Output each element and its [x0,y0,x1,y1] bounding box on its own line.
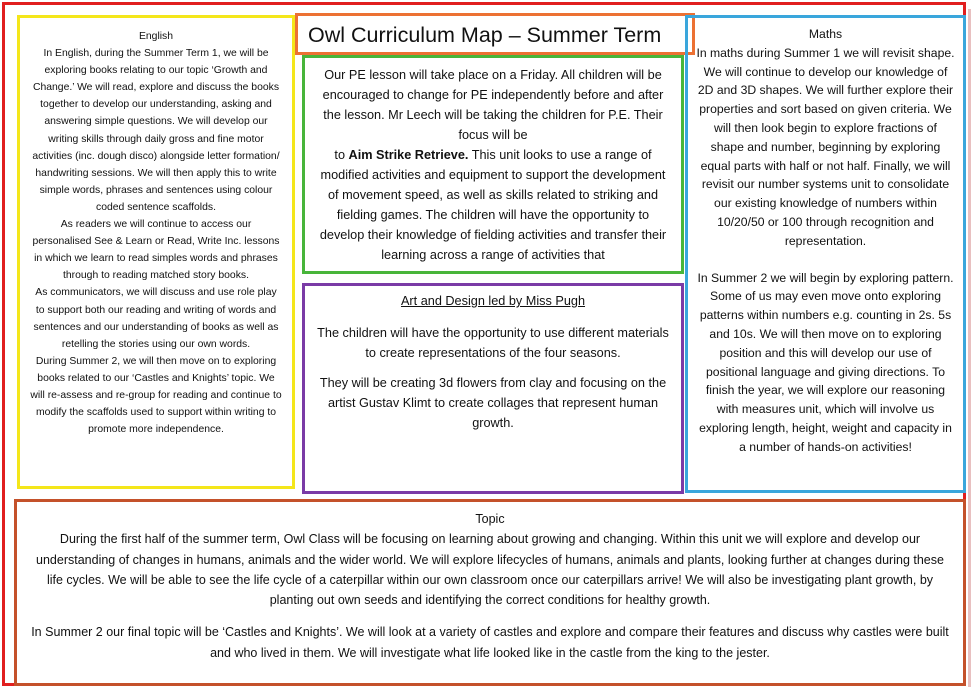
english-heading: English [138,31,174,42]
pe-unit-paragraph [315,145,671,265]
topic-paragraph-gap [29,610,951,622]
topic-heading: Topic [475,512,505,526]
pe-section [302,55,684,274]
art-paragraph-2: They will be creating 3d flowers from clay and focusing on the artist Gustav Klimt to create collages that represent human growth. [319,376,667,430]
maths-paragraph-1: In maths during Summer 1 we will revisit shape. We will continue to develop our knowledge of 2D and 3D shapes. We will further explore their properties and sort based on given criteria. We will then look begin to explore fractions of shape and number, beginning by exploring equal parts with half or not half. Finally, we will revisit our number systems unit to consolidate our existing knowledge of numbers within 10/20/50 or 100 through recognition and representation. [696,45,955,248]
pe-unit-details: This unit looks to use a range of modified activities and equipment to support the development of movement speed, as well as skills related to striking and fielding games. The children will have the opportunity to develop their knowledge of fielding activities and transfer their learning across a range of activities that [319,148,667,262]
topic-paragraph-2: In Summer 2 our final topic will be ‘Castles and Knights’. We will look at a variety of castles and explore and compare their features and discuss why castles were built and who lived in them. We will investigate what life looked like in the castle from the king to the jester. [31,625,949,660]
art-section [302,283,684,494]
english-section [17,15,295,489]
maths-paragraph-gap [696,251,955,269]
pe-to-prefix: to [334,148,349,162]
topic-paragraph-1: During the first half of the summer term, Owl Class will be focusing on learning about growing and changing. Within this unit we will explore and develop our understanding of changes in humans, animals and the wider world. We will explore lifecycles of humans, animals and plants, looking further at changes during these life cycles. We will be able to see the life cycle of a caterpillar within our own classroom once our caterpillars arrive! We will also be investigating plant growth, by planting out own seeds and identifying the correct conditions for healthy growth. [36,532,944,608]
pe-intro: Our PE lesson will take place on a Friday. All children will be encouraged to change for PE independently before and after the lesson. Mr Leech will be taking the children for P.E. Their focus will be [322,68,664,142]
pe-unit-name: Aim Strike Retrieve. [348,148,469,162]
page-title: Owl Curriculum Map – Summer Term [295,13,695,55]
maths-heading: Maths [808,27,843,41]
maths-paragraph-2: In Summer 2 we will begin by exploring pattern. Some of us may even move onto exploring patterns within numbers e.g. counting in 2s. 5s and 10s. We will then move on to exploring position and this will develop our use of positional language and giving directions. To finish the year, we will explore our reasoning with measures unit, which will involve us exploring length, height, weight and capacity in a number of hands-on activities! [697,270,954,454]
art-heading: Art and Design led by Miss Pugh [400,294,586,308]
maths-section [685,15,966,493]
english-paragraph-2: As readers we will continue to access our personalised See & Learn or Read, Write Inc. lessons in which we learn to read simples words and phrases through to reading matched story books. [32,219,280,282]
english-paragraph-3: As communicators, we will discuss and use role play to support both our reading and writing of words and sentences and our understanding of books as well as retelling the stories using our own words. [33,287,279,350]
topic-section [14,499,966,686]
art-paragraph-1: The children will have the opportunity to use different materials to create representations of the four seasons. [317,326,669,360]
english-paragraph-1: In English, during the Summer Term 1, we will be exploring books relating to our topic ‘Growth and Change.’ We will read, explore and discuss the books together to develop our understanding, asking and answering simple questions. We will develop our writing skills through daily gross and fine motor activities (inc. dough disco) alongside letter formation/ handwriting sessions. We will then apply this to write simple words, phrases and sentences using colour coded sentence scaffolds. [32,48,280,213]
english-paragraph-4: During Summer 2, we will then move on to exploring books related to our ‘Castles and Knights’ topic. We will re-assess and re-group for reading and continue to modify the scaffolds used to support within writing to promote more independence. [30,355,282,436]
